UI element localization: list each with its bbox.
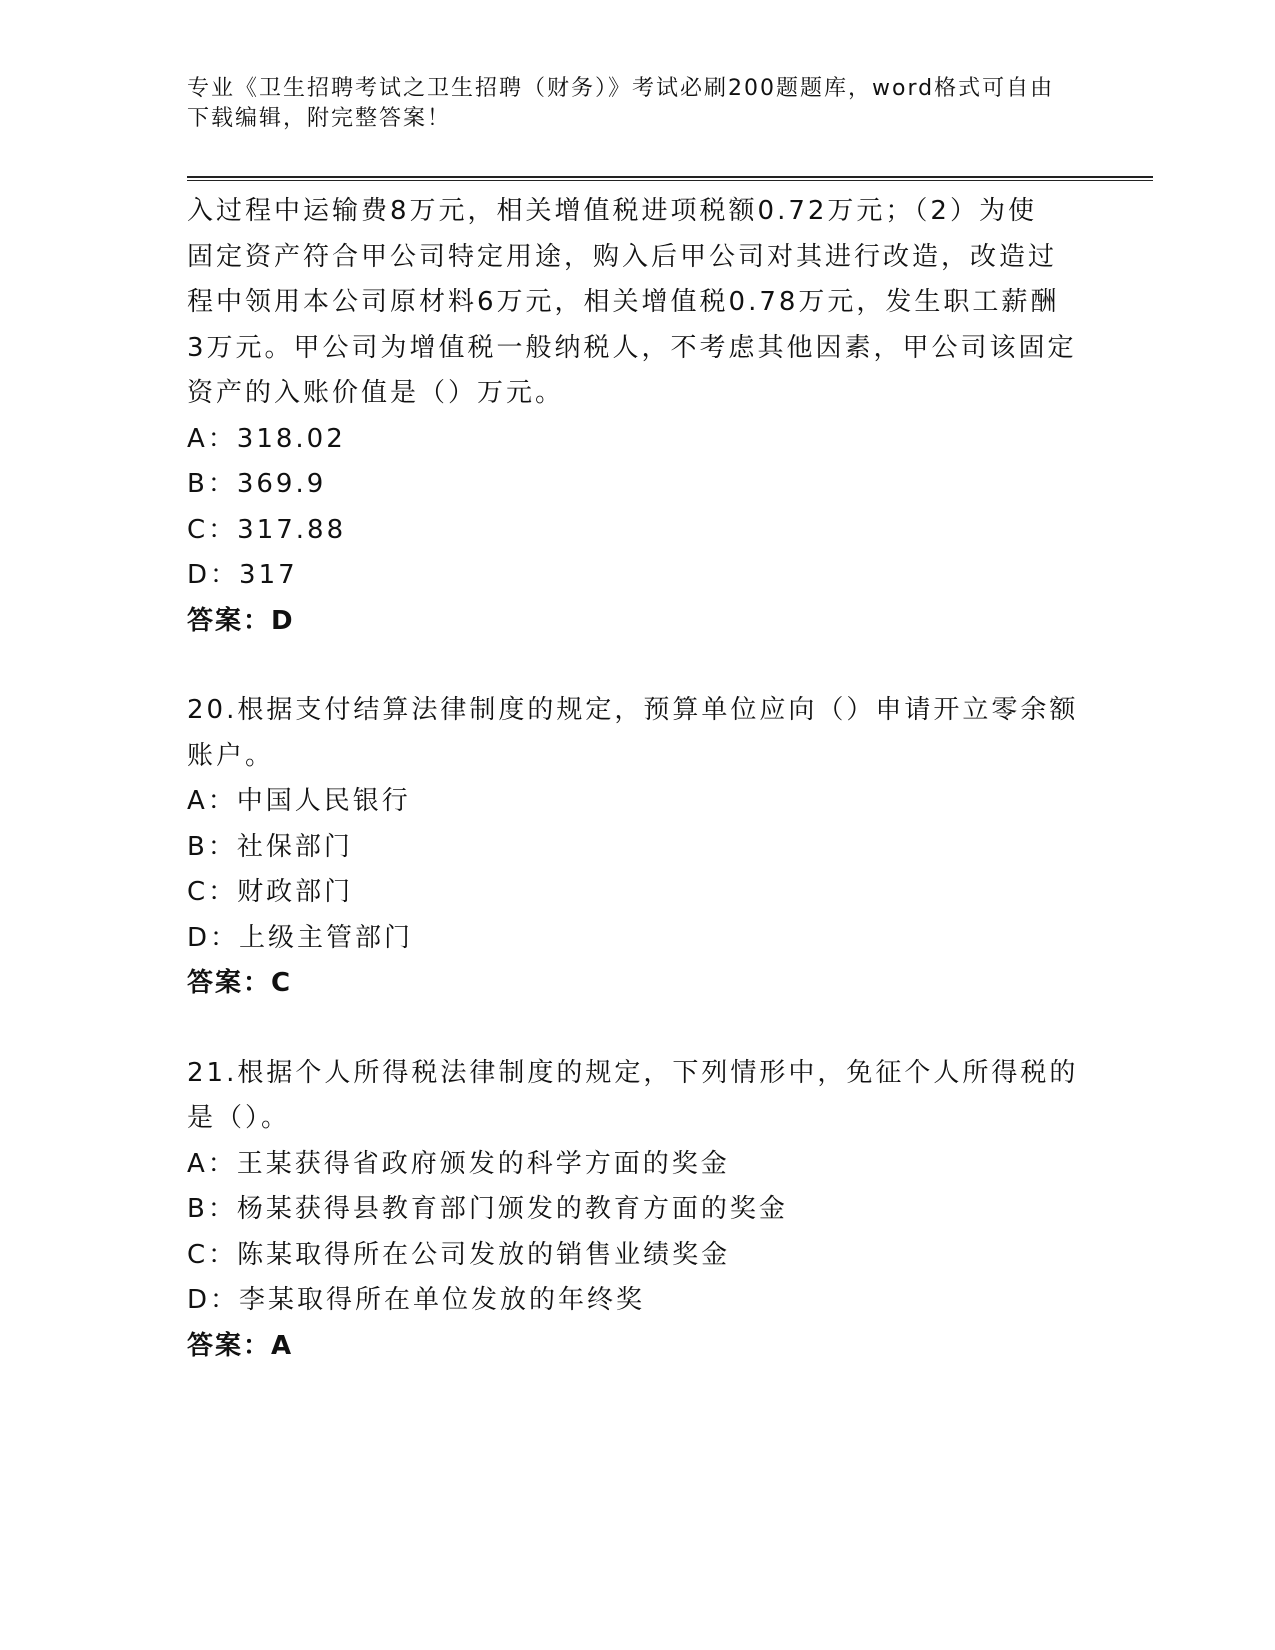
option-a: A：王某获得省政府颁发的科学方面的奖金 <box>187 1148 730 1179</box>
question-stem-line: 20.根据支付结算法律制度的规定，预算单位应向（）申请开立零余额 <box>187 695 1079 725</box>
question-stem-line: 3万元。甲公司为增值税一般纳税人，不考虑其他因素，甲公司该固定 <box>187 332 1077 363</box>
option-d: D：317 <box>187 560 298 590</box>
option-a: A：318.02 <box>187 423 346 454</box>
option-c: C：317.88 <box>187 514 347 545</box>
question-spacer <box>187 1007 1087 1051</box>
header-divider <box>187 176 1153 181</box>
question-content <box>187 189 1087 1369</box>
question-stem-line: 程中领用本公司原材料6万元，相关增值税0.78万元，发生职工薪酬 <box>187 287 1060 317</box>
option-d: D：李某取得所在单位发放的年终奖 <box>187 1285 646 1315</box>
question-stem-line: 是（）。 <box>187 1103 291 1133</box>
answer-label: 答案：C <box>187 968 293 998</box>
question-stem-line: 21.根据个人所得税法律制度的规定，下列情形中，免征个人所得税的 <box>187 1057 1079 1088</box>
option-c: C：财政部门 <box>187 877 354 907</box>
question-stem-line: 账户。 <box>187 740 275 771</box>
page-header: 专业《卫生招聘考试之卫生招聘（财务）》考试必刷200题题库，word格式可自由下载编辑，附完整答案！ <box>187 76 1055 131</box>
question-stem-line: 固定资产符合甲公司特定用途，购入后甲公司对其进行改造，改造过 <box>187 241 1058 272</box>
question-20 <box>187 688 1087 1007</box>
question-21 <box>187 1051 1087 1370</box>
question-spacer <box>187 644 1087 688</box>
option-b: B：杨某获得县教育部门颁发的教育方面的奖金 <box>187 1194 788 1224</box>
answer-label: 答案：A <box>187 1330 294 1361</box>
question-stem-line: 资产的入账价值是（）万元。 <box>187 378 565 408</box>
option-a: A：中国人民银行 <box>187 786 411 816</box>
option-b: B：社保部门 <box>187 831 353 862</box>
answer-label: 答案：D <box>187 605 295 636</box>
option-d: D：上级主管部门 <box>187 922 414 953</box>
question-19 <box>187 189 1087 644</box>
option-b: B：369.9 <box>187 469 327 499</box>
question-stem-line: 入过程中运输费8万元，相关增值税进项税额0.72万元；（2）为使 <box>187 196 1037 226</box>
option-c: C：陈某取得所在公司发放的销售业绩奖金 <box>187 1239 731 1270</box>
